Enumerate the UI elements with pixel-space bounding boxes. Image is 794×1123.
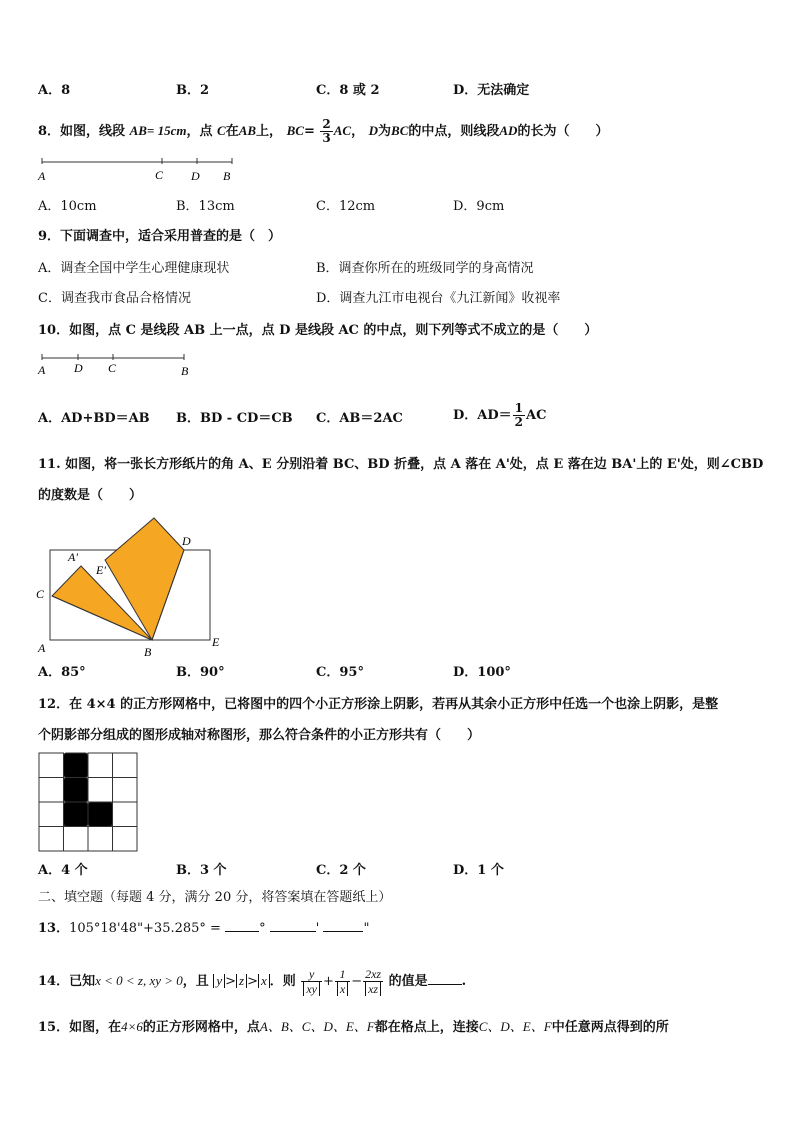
q11-option-c: C．95° — [316, 665, 364, 680]
q8-option-c: C．12cm — [316, 199, 376, 214]
q13-blank-sec[interactable] — [323, 920, 363, 932]
grid-cell — [88, 827, 113, 852]
grid-cell — [113, 778, 138, 803]
q11-option-b: B．90° — [176, 665, 225, 680]
q9-option-b: B．调查你所在的班级同学的身高情况 — [316, 261, 534, 276]
q12-option-b: B．3 个 — [176, 863, 227, 878]
q10-label-a: A — [38, 363, 46, 377]
grid-cell — [113, 802, 138, 827]
q11-stem-line1: 11. 如图，将一张长方形纸片的角 A、E 分别沿着 BC、BD 折叠，点 A 落在 A'处，点 E 落在边 BA'上的 E'处，则∠CBD — [38, 457, 764, 472]
q12-stem-line2: 个阴影部分组成的图形成轴对称图形，那么符合条件的小正方形共有（ ） — [38, 728, 481, 743]
q10-option-b: B．BD - CD＝CB — [176, 411, 293, 426]
q12-option-d: D．1 个 — [453, 863, 504, 878]
grid-cell — [64, 827, 89, 852]
grid-cell — [88, 753, 113, 778]
q7-option-a: A．8 — [38, 83, 71, 98]
q8-segment-figure — [36, 152, 246, 186]
q10-label-b: B — [181, 364, 189, 378]
q9-option-c: C．调查我市食品合格情况 — [38, 291, 191, 306]
q13-blank-min[interactable] — [270, 920, 316, 932]
q11-label-a1: A' — [68, 550, 78, 564]
grid-cell — [88, 778, 113, 803]
grid-cell — [39, 827, 64, 852]
q7-option-b: B．2 — [176, 83, 210, 98]
q11-label-c: C — [36, 587, 45, 601]
q11-label-e1: E' — [96, 563, 106, 577]
grid-cell-shaded — [64, 802, 89, 827]
q12-stem-line1: 12．在 4×4 的正方形网格中，已将图中的四个小正方形涂上阴影，若再从其余小正方形中任选一个也涂上阴影，是整 — [38, 697, 719, 712]
q12-option-a: A．4 个 — [38, 863, 88, 878]
q15-stem: 15．如图，在4×6的正方形网格中，点A、B、C、D、E、F都在格点上，连接C、D、E、F中任意两点得到的所 — [38, 1019, 669, 1035]
q9-option-d: D．调查九江市电视台《九江新闻》收视率 — [316, 291, 561, 306]
q9-option-a: A．调查全国中学生心理健康现状 — [38, 261, 230, 276]
q14-stem: 14．已知x < 0 < z, xy > 0，且 y > z > x ．则 $\frac{y}{xy}$ + $\frac{1}{x}$ − $\frac{2xz}{xz}$ 的值是 . — [38, 966, 467, 996]
q8-fraction: $\frac{2}{3}$ — [322, 117, 331, 145]
q10-option-c: C．AB＝2AC — [316, 411, 403, 426]
q7-option-c: C．8 或 2 — [316, 83, 380, 98]
q11-label-a: A — [38, 641, 46, 655]
section-2-heading: 二、填空题（每题 4 分，满分 20 分，将答案填在答题纸上） — [38, 890, 392, 905]
grid-cell-shaded — [64, 778, 89, 803]
q14-answer-blank[interactable] — [428, 973, 462, 985]
q8-label-b: B — [223, 169, 231, 183]
q11-stem-line2: 的度数是（ ） — [38, 488, 143, 503]
grid-cell — [113, 753, 138, 778]
q8-label-a: A — [38, 169, 46, 183]
q11-label-d: D — [182, 534, 191, 548]
q8-option-d: D．9cm — [453, 199, 505, 214]
q7-option-d: D．无法确定 — [453, 83, 530, 98]
q11-option-a: A．85° — [38, 665, 86, 680]
q8-option-b: B．13cm — [176, 199, 235, 214]
q10-label-d: D — [74, 361, 83, 375]
q10-option-d: D．AD＝ $\frac{1}{2}$ AC — [453, 401, 547, 429]
q12-grid-figure — [38, 752, 140, 854]
q8-label-d: D — [191, 169, 200, 183]
grid-cell — [39, 753, 64, 778]
grid-cell — [113, 827, 138, 852]
q13-blank-deg[interactable] — [225, 920, 259, 932]
q13-stem: 13．105°18'48"+35.285° = ° ' " — [38, 921, 370, 936]
grid-cell-shaded — [64, 753, 89, 778]
q8-stem: 8．如图，线段 AB= 15cm，点 C在AB上， BC= $\frac{2}{3}$ AC， D为BC的中点，则线段AD的长为（ ） — [38, 117, 609, 145]
grid-cell-shaded — [88, 802, 113, 827]
q10-stem: 10．如图，点 C 是线段 AB 上一点，点 D 是线段 AC 的中点，则下列等式不成立的是（ ） — [38, 323, 598, 338]
q10-label-c: C — [108, 361, 117, 375]
grid-cell — [39, 778, 64, 803]
q9-stem: 9．下面调查中，适合采用普查的是（ ） — [38, 229, 282, 244]
q10-segment-figure — [36, 350, 196, 380]
q8-label-c: C — [155, 168, 164, 182]
q8-option-a: A．10cm — [38, 199, 97, 214]
q11-fold-figure — [34, 512, 230, 660]
q10-option-a: A．AD+BD＝AB — [38, 411, 150, 426]
q12-option-c: C．2 个 — [316, 863, 366, 878]
q11-label-b: B — [144, 645, 152, 659]
grid-cell — [39, 802, 64, 827]
q11-label-e: E — [212, 635, 220, 649]
q11-option-d: D．100° — [453, 665, 511, 680]
